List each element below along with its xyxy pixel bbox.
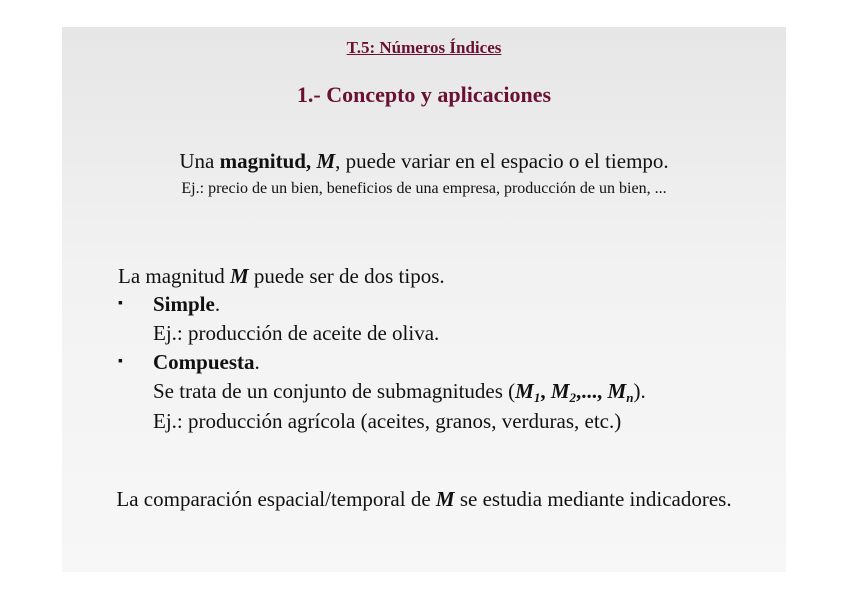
types-text-start: La magnitud — [118, 264, 230, 288]
compound-desc-suffix: ). — [633, 379, 646, 403]
types-symbol: M — [229, 264, 249, 288]
simple-label: Simple — [153, 292, 215, 316]
simple-period: . — [214, 292, 221, 316]
intro-text-start: Una — [179, 149, 220, 173]
compound-type-description — [153, 379, 646, 404]
conclusion-sentence — [0, 487, 848, 512]
bullet-simple-icon: ▪ — [118, 296, 123, 311]
types-intro — [118, 264, 445, 289]
submagnitude-sub2: 2 — [569, 390, 577, 405]
submagnitude-subn: n — [626, 390, 634, 405]
submagnitude-sub1: 1 — [533, 390, 541, 405]
magnitude-symbol: M — [316, 149, 336, 173]
compound-period: . — [254, 350, 260, 374]
conclusion-symbol: M — [435, 487, 455, 511]
bullet-compound-icon: ▪ — [118, 354, 123, 369]
intro-example: Ej.: precio de un bien, beneficios de una empresa, producción de un bien, ... — [181, 180, 667, 197]
types-text-end: puede ser de dos tipos. — [248, 264, 445, 288]
submagnitude-mn: M — [607, 379, 627, 403]
conclusion-text-start: La comparación espacial/temporal de — [116, 487, 436, 511]
submagnitude-m2: M — [550, 379, 570, 403]
compound-label: Compuesta — [153, 350, 255, 374]
compound-type-example: Ej.: producción agrícola (aceites, granos, verduras, etc.) — [153, 409, 622, 433]
simple-type-label — [153, 292, 220, 317]
submagnitude-sep2: ,..., — [576, 379, 608, 403]
section-title: 1.- Concepto y aplicaciones — [296, 82, 552, 107]
course-title: T.5: Números Índices — [346, 38, 502, 57]
intro-sentence — [0, 149, 848, 174]
magnitude-term: magnitud, — [219, 149, 312, 173]
conclusion-text-end: se estudia mediante indicadores. — [454, 487, 732, 511]
submagnitude-sep1: , — [540, 379, 551, 403]
simple-type-example: Ej.: producción de aceite de oliva. — [153, 321, 440, 345]
submagnitude-m1: M — [515, 379, 534, 403]
intro-text-end: , puede variar en el espacio o el tiempo. — [335, 149, 669, 173]
compound-desc-prefix: Se trata de un conjunto de submagnitudes ( — [153, 379, 516, 403]
compound-type-label — [153, 350, 260, 375]
